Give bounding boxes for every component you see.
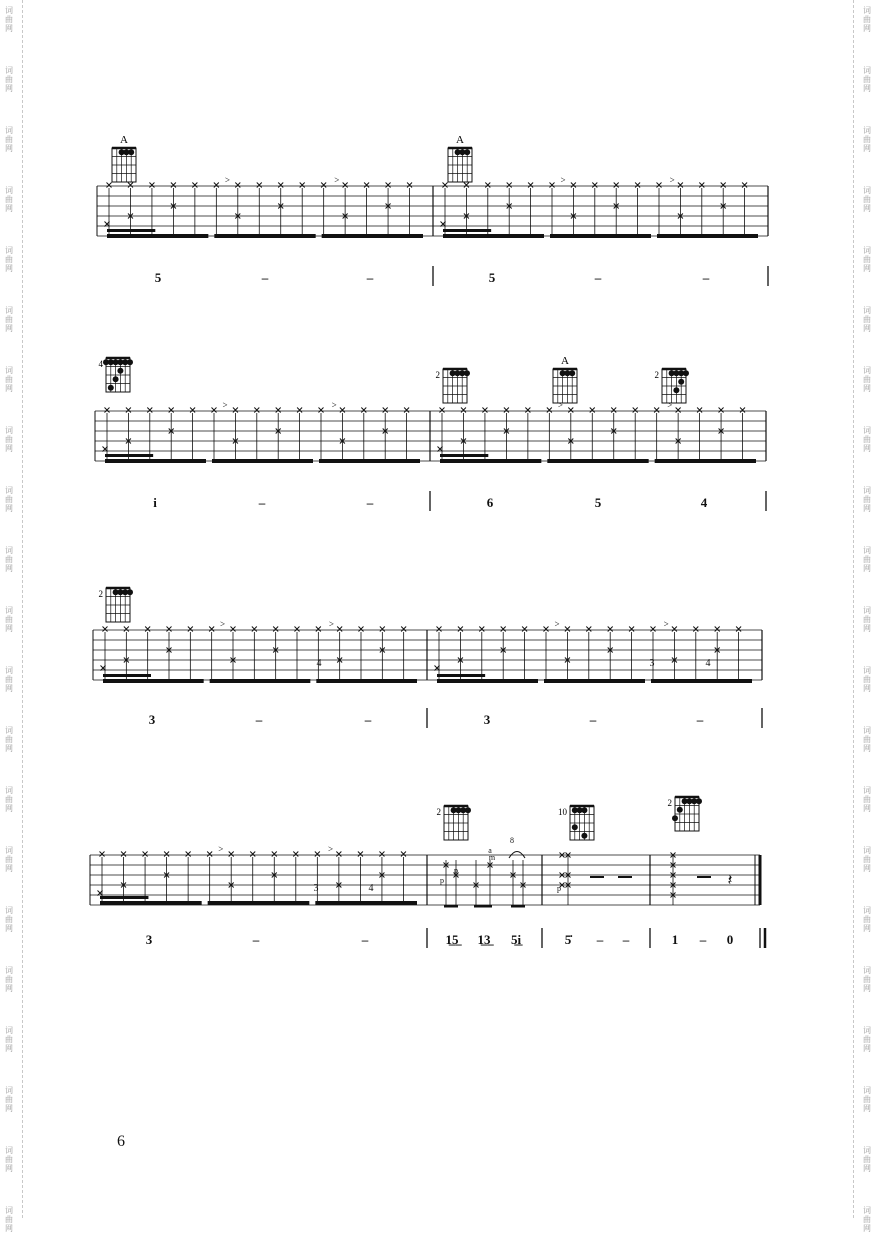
jianpu-note: – bbox=[261, 270, 269, 285]
beam bbox=[511, 905, 525, 908]
x-notehead bbox=[504, 408, 509, 413]
fingering-number: 3 bbox=[649, 658, 655, 669]
x-notehead bbox=[359, 627, 364, 632]
jianpu-note: i bbox=[153, 495, 157, 510]
watermark-text: 词 曲 网 bbox=[5, 1026, 13, 1053]
x-notehead bbox=[401, 627, 406, 632]
x-notehead bbox=[522, 627, 527, 632]
jianpu-note: 1̲3̲ bbox=[477, 932, 491, 947]
x-notehead bbox=[231, 627, 236, 632]
accent-mark: > bbox=[663, 619, 669, 629]
jianpu-note: – bbox=[364, 712, 372, 727]
x-notehead bbox=[364, 183, 369, 188]
x-notehead bbox=[380, 627, 385, 632]
watermark-text: 词 曲 网 bbox=[5, 426, 13, 453]
x-notehead bbox=[635, 183, 640, 188]
watermark-text: 词 曲 网 bbox=[5, 606, 13, 633]
watermark-text: 词 曲 网 bbox=[863, 606, 871, 633]
jianpu-note: 4 bbox=[700, 495, 708, 510]
x-notehead bbox=[719, 408, 724, 413]
x-notehead bbox=[629, 627, 634, 632]
technique-mark: 8 bbox=[510, 836, 514, 845]
technique-mark: a bbox=[488, 846, 492, 855]
watermark-text: 词 曲 网 bbox=[863, 726, 871, 753]
jianpu-note: 5̇ bbox=[564, 932, 572, 947]
x-notehead bbox=[169, 408, 174, 413]
chord-fret-number: 2 bbox=[667, 798, 672, 808]
x-notehead bbox=[254, 408, 259, 413]
chord-dot bbox=[678, 379, 684, 385]
chord-dot bbox=[581, 807, 587, 813]
jianpu-note: 3 bbox=[483, 712, 491, 727]
x-notehead bbox=[124, 627, 129, 632]
jianpu-note: 5 bbox=[488, 270, 496, 285]
watermark-text: 词 曲 网 bbox=[863, 966, 871, 993]
technique-mark: p bbox=[454, 866, 458, 875]
chord-dot bbox=[677, 807, 683, 813]
x-notehead bbox=[742, 183, 747, 188]
x-notehead bbox=[252, 627, 257, 632]
jianpu-note: – bbox=[258, 495, 266, 510]
x-notehead bbox=[592, 183, 597, 188]
x-notehead bbox=[336, 852, 341, 857]
beam-secondary bbox=[103, 674, 151, 677]
x-notehead bbox=[586, 627, 591, 632]
jianpu-note: 3 bbox=[145, 932, 153, 947]
watermark-text: 词 曲 网 bbox=[863, 1206, 871, 1233]
x-notehead bbox=[657, 183, 662, 188]
beam bbox=[316, 679, 417, 683]
x-notehead bbox=[103, 627, 108, 632]
accent-mark: > bbox=[220, 619, 226, 629]
jianpu-note: – bbox=[361, 932, 369, 947]
watermark-text: 词 曲 网 bbox=[863, 366, 871, 393]
x-notehead bbox=[479, 627, 484, 632]
x-notehead bbox=[482, 408, 487, 413]
x-notehead bbox=[316, 627, 321, 632]
accent-mark: > bbox=[328, 844, 334, 854]
jianpu-note: 0 bbox=[726, 932, 734, 947]
watermark-text: 词 曲 网 bbox=[5, 366, 13, 393]
beam bbox=[214, 234, 315, 238]
x-notehead bbox=[740, 408, 745, 413]
beam-secondary bbox=[437, 674, 485, 677]
accent-mark: > bbox=[222, 400, 228, 410]
accent-mark: > bbox=[667, 400, 673, 410]
beam bbox=[103, 679, 204, 683]
watermark-text: 词 曲 网 bbox=[5, 1146, 13, 1173]
beam bbox=[437, 679, 538, 683]
watermark-text: 词 曲 网 bbox=[5, 486, 13, 513]
fingering-number: 4 bbox=[316, 658, 322, 669]
x-notehead bbox=[233, 408, 238, 413]
x-notehead bbox=[568, 408, 573, 413]
x-notehead bbox=[167, 627, 172, 632]
beam bbox=[443, 234, 544, 238]
x-notehead bbox=[633, 408, 638, 413]
watermark-text: 词 曲 网 bbox=[863, 786, 871, 813]
x-notehead bbox=[614, 183, 619, 188]
accent-mark: > bbox=[218, 844, 224, 854]
chord-dot bbox=[108, 385, 114, 391]
fingering-number: 4 bbox=[705, 658, 711, 669]
watermark-text: 词 曲 网 bbox=[5, 1206, 13, 1233]
jianpu-note: 3 bbox=[148, 712, 156, 727]
chord-dot bbox=[696, 798, 702, 804]
watermark-text: 词 曲 网 bbox=[5, 786, 13, 813]
chord-dot bbox=[572, 824, 578, 830]
jianpu-note: – bbox=[366, 495, 374, 510]
chord-dot bbox=[569, 370, 575, 376]
x-notehead bbox=[149, 183, 154, 188]
chord-diagram bbox=[553, 355, 577, 403]
x-notehead bbox=[229, 852, 234, 857]
x-notehead bbox=[401, 852, 406, 857]
x-notehead bbox=[736, 627, 741, 632]
accent-mark: > bbox=[554, 619, 560, 629]
x-notehead bbox=[340, 408, 345, 413]
x-notehead bbox=[721, 183, 726, 188]
x-notehead bbox=[121, 852, 126, 857]
x-notehead bbox=[321, 183, 326, 188]
watermark-text: 词 曲 网 bbox=[863, 126, 871, 153]
beam-secondary bbox=[105, 454, 153, 457]
chord-dot bbox=[117, 368, 123, 374]
x-notehead bbox=[164, 852, 169, 857]
x-notehead bbox=[458, 627, 463, 632]
watermark-text: 词 曲 网 bbox=[863, 846, 871, 873]
chord-name: A bbox=[561, 355, 569, 367]
beam bbox=[322, 234, 423, 238]
x-notehead bbox=[507, 183, 512, 188]
chord-diagram bbox=[99, 358, 134, 392]
x-notehead bbox=[315, 852, 320, 857]
chord-diagram bbox=[437, 806, 472, 840]
x-notehead bbox=[207, 852, 212, 857]
accent-mark: > bbox=[560, 175, 566, 185]
chord-dot bbox=[581, 833, 587, 839]
watermark-text: 词 曲 网 bbox=[863, 66, 871, 93]
beam bbox=[105, 459, 206, 463]
x-notehead bbox=[337, 627, 342, 632]
x-notehead bbox=[443, 183, 448, 188]
fingering-number: 3 bbox=[313, 883, 319, 894]
jianpu-note: – bbox=[696, 712, 704, 727]
chord-dot bbox=[673, 387, 679, 393]
jianpu-note: 1 bbox=[671, 932, 679, 947]
x-notehead bbox=[715, 627, 720, 632]
beam bbox=[100, 901, 202, 905]
watermark-text: 词 曲 网 bbox=[863, 306, 871, 333]
watermark-text: 词 曲 网 bbox=[863, 6, 871, 33]
chord-diagram bbox=[436, 369, 471, 403]
x-notehead bbox=[386, 183, 391, 188]
x-notehead bbox=[293, 852, 298, 857]
x-notehead bbox=[697, 408, 702, 413]
watermark-text: 词 曲 网 bbox=[863, 186, 871, 213]
x-notehead bbox=[485, 183, 490, 188]
beam-secondary bbox=[440, 454, 488, 457]
x-notehead bbox=[676, 408, 681, 413]
jianpu-note: – bbox=[594, 270, 602, 285]
chord-dot bbox=[465, 807, 471, 813]
chord-dot bbox=[127, 589, 133, 595]
chord-dot bbox=[127, 359, 133, 365]
x-notehead bbox=[544, 627, 549, 632]
chord-dot bbox=[113, 376, 119, 382]
x-notehead bbox=[358, 852, 363, 857]
x-notehead bbox=[547, 408, 552, 413]
x-notehead bbox=[404, 408, 409, 413]
x-notehead bbox=[672, 627, 677, 632]
jianpu-note: – bbox=[596, 932, 604, 947]
watermark-text: 词 曲 网 bbox=[5, 846, 13, 873]
watermark-text: 词 曲 网 bbox=[5, 966, 13, 993]
x-notehead bbox=[611, 408, 616, 413]
accent-mark: > bbox=[328, 619, 334, 629]
fingering-number: 4 bbox=[368, 883, 374, 894]
x-notehead bbox=[654, 408, 659, 413]
x-notehead bbox=[235, 183, 240, 188]
watermark-text: 词 曲 网 bbox=[5, 126, 13, 153]
jianpu-note: 5 bbox=[594, 495, 602, 510]
x-notehead bbox=[383, 408, 388, 413]
x-notehead bbox=[100, 852, 105, 857]
chord-diagram bbox=[112, 134, 136, 182]
x-notehead bbox=[300, 183, 305, 188]
watermark-text: 词 曲 网 bbox=[5, 186, 13, 213]
watermark-text: 词 曲 网 bbox=[5, 726, 13, 753]
x-notehead bbox=[188, 627, 193, 632]
x-notehead bbox=[437, 627, 442, 632]
chord-diagram bbox=[668, 797, 703, 831]
x-notehead bbox=[565, 627, 570, 632]
watermark-text: 词 曲 网 bbox=[863, 666, 871, 693]
chord-fret-number: 2 bbox=[654, 370, 659, 380]
x-notehead bbox=[461, 408, 466, 413]
watermark-text: 词 曲 网 bbox=[5, 6, 13, 33]
beam bbox=[208, 901, 310, 905]
beam bbox=[212, 459, 313, 463]
x-notehead bbox=[295, 627, 300, 632]
chord-diagram bbox=[655, 369, 690, 403]
x-notehead bbox=[693, 627, 698, 632]
x-notehead bbox=[186, 852, 191, 857]
x-notehead bbox=[105, 408, 110, 413]
watermark-text: 词 曲 网 bbox=[5, 246, 13, 273]
x-notehead bbox=[257, 183, 262, 188]
x-notehead bbox=[407, 183, 412, 188]
beam-secondary bbox=[100, 896, 148, 899]
chord-dot bbox=[683, 370, 689, 376]
beam bbox=[544, 679, 645, 683]
x-notehead bbox=[361, 408, 366, 413]
chord-diagram bbox=[558, 806, 594, 840]
technique-mark: m bbox=[488, 853, 496, 862]
chord-dot bbox=[464, 370, 470, 376]
jianpu-note: – bbox=[252, 932, 260, 947]
quarter-rest: 𝄽 bbox=[727, 872, 733, 889]
x-notehead bbox=[343, 183, 348, 188]
beam bbox=[444, 905, 458, 908]
x-notehead bbox=[214, 183, 219, 188]
chord-dot bbox=[128, 149, 134, 155]
chord-dot bbox=[672, 815, 678, 821]
watermark-text: 词 曲 网 bbox=[5, 666, 13, 693]
beam bbox=[655, 459, 756, 463]
chord-name: A bbox=[456, 134, 464, 146]
jianpu-note: – bbox=[702, 270, 710, 285]
watermark-text: 词 曲 网 bbox=[5, 906, 13, 933]
x-notehead bbox=[501, 627, 506, 632]
chord-fret-number: 2 bbox=[436, 807, 441, 817]
x-notehead bbox=[590, 408, 595, 413]
x-notehead bbox=[107, 183, 112, 188]
chord-diagram bbox=[448, 134, 472, 182]
x-notehead bbox=[147, 408, 152, 413]
x-notehead bbox=[678, 183, 683, 188]
jianpu-note: 5̲i̲ bbox=[510, 932, 522, 947]
watermark-text: 词 曲 网 bbox=[863, 1086, 871, 1113]
watermark-text: 词 曲 网 bbox=[5, 306, 13, 333]
beam bbox=[651, 679, 752, 683]
jianpu-note: – bbox=[622, 932, 630, 947]
chord-fret-number: 2 bbox=[435, 370, 440, 380]
chord-diagram bbox=[99, 588, 134, 622]
page-number: 6 bbox=[117, 1133, 125, 1150]
chord-fret-number: 4 bbox=[98, 359, 103, 369]
beam-secondary bbox=[443, 229, 491, 232]
technique-mark: p bbox=[440, 876, 444, 885]
x-notehead bbox=[651, 627, 656, 632]
watermark-text: 词 曲 网 bbox=[5, 66, 13, 93]
x-notehead bbox=[699, 183, 704, 188]
jianpu-note: – bbox=[699, 932, 707, 947]
x-notehead bbox=[209, 627, 214, 632]
jianpu-note: 6 bbox=[486, 495, 494, 510]
beam bbox=[315, 901, 417, 905]
x-notehead bbox=[297, 408, 302, 413]
beam bbox=[474, 905, 492, 908]
x-notehead bbox=[126, 408, 131, 413]
beam bbox=[440, 459, 541, 463]
x-notehead bbox=[272, 852, 277, 857]
accent-mark: > bbox=[331, 400, 337, 410]
x-notehead bbox=[528, 183, 533, 188]
beam bbox=[107, 234, 208, 238]
jianpu-note: 1̲5̲ bbox=[445, 932, 459, 947]
beam bbox=[550, 234, 651, 238]
x-notehead bbox=[379, 852, 384, 857]
watermark-text: 词 曲 网 bbox=[863, 486, 871, 513]
x-notehead bbox=[250, 852, 255, 857]
x-notehead bbox=[464, 183, 469, 188]
jianpu-note: 5 bbox=[154, 270, 162, 285]
beam bbox=[319, 459, 420, 463]
x-notehead bbox=[608, 627, 613, 632]
jianpu-note: – bbox=[255, 712, 263, 727]
accent-mark: > bbox=[669, 175, 675, 185]
x-notehead bbox=[190, 408, 195, 413]
watermark-text: 词 曲 网 bbox=[863, 906, 871, 933]
watermark-text: 词 曲 网 bbox=[5, 546, 13, 573]
chord-name: A bbox=[120, 134, 128, 146]
accent-mark: > bbox=[224, 175, 230, 185]
x-notehead bbox=[143, 852, 148, 857]
x-notehead bbox=[171, 183, 176, 188]
watermark-text: 词 曲 网 bbox=[863, 426, 871, 453]
chord-fret-number: 10 bbox=[558, 807, 567, 817]
x-notehead bbox=[440, 408, 445, 413]
chord-fret-number: 2 bbox=[98, 589, 103, 599]
x-notehead bbox=[212, 408, 217, 413]
x-notehead bbox=[550, 183, 555, 188]
beam-secondary bbox=[107, 229, 155, 232]
x-notehead bbox=[273, 627, 278, 632]
jianpu-note: – bbox=[589, 712, 597, 727]
watermark-text: 词 曲 网 bbox=[863, 1146, 871, 1173]
watermark-text: 词 曲 网 bbox=[863, 1026, 871, 1053]
beam bbox=[547, 459, 648, 463]
x-notehead bbox=[145, 627, 150, 632]
x-notehead bbox=[278, 183, 283, 188]
watermark-text: 词 曲 网 bbox=[5, 1086, 13, 1113]
x-notehead bbox=[192, 183, 197, 188]
x-notehead bbox=[276, 408, 281, 413]
accent-mark: > bbox=[334, 175, 340, 185]
x-notehead bbox=[571, 183, 576, 188]
beam bbox=[657, 234, 758, 238]
x-notehead bbox=[319, 408, 324, 413]
watermark-text: 词 曲 网 bbox=[863, 246, 871, 273]
beam bbox=[210, 679, 311, 683]
jianpu-note: – bbox=[366, 270, 374, 285]
chord-dot bbox=[464, 149, 470, 155]
x-notehead bbox=[128, 183, 133, 188]
accent-mark: > bbox=[557, 400, 563, 410]
x-notehead bbox=[525, 408, 530, 413]
technique-mark: p bbox=[557, 884, 561, 893]
watermark-text: 词 曲 网 bbox=[863, 546, 871, 573]
